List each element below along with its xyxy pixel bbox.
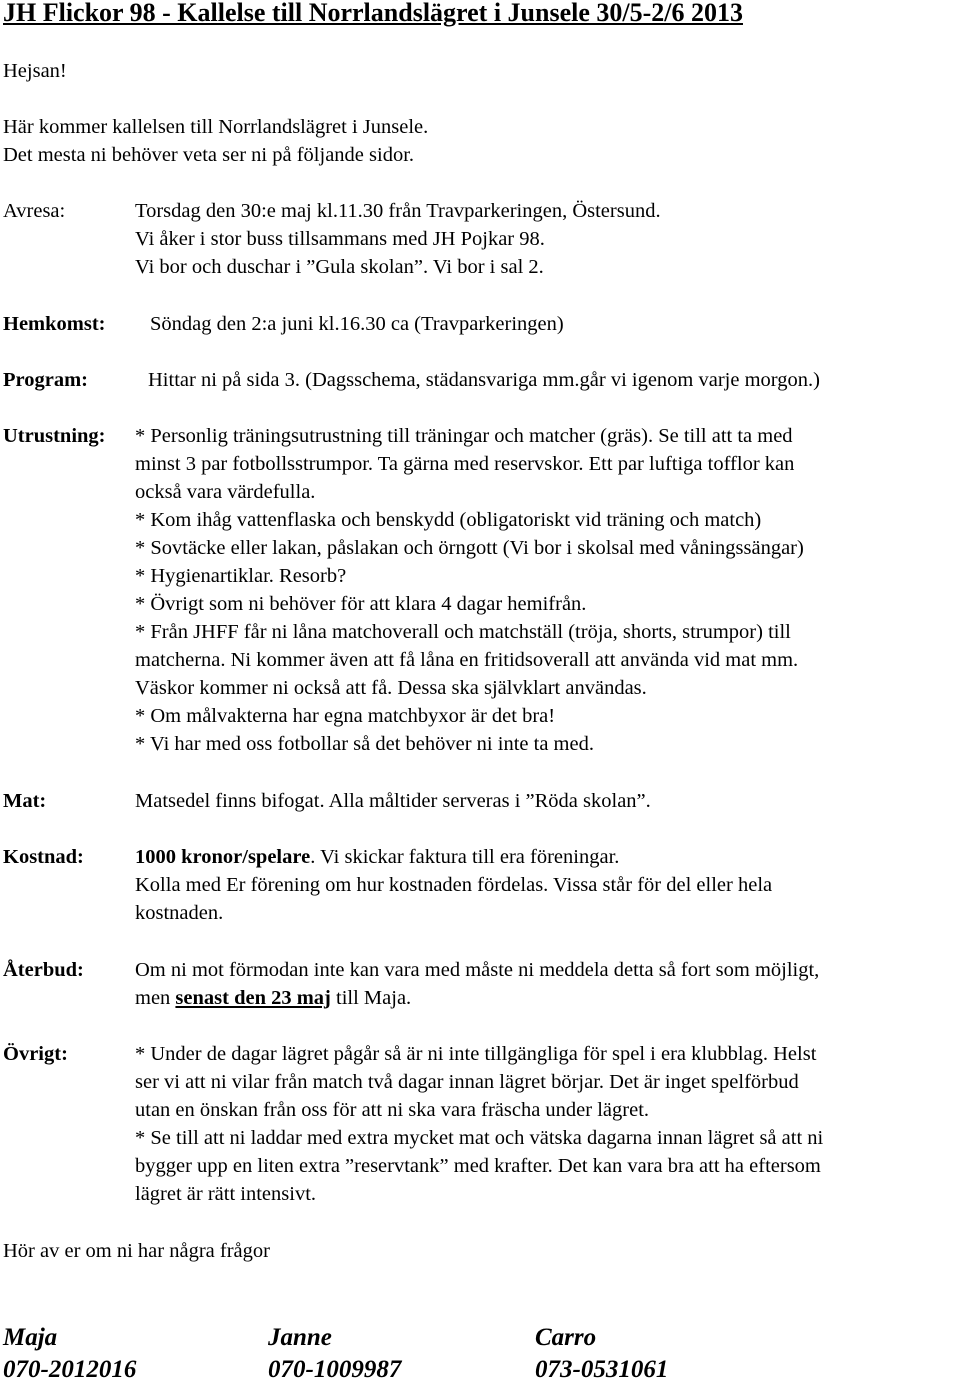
ovrigt-line-6: lägret är rätt intensivt. — [135, 1183, 317, 1205]
ovrigt-line-2: ser vi att ni vilar från match två dagar innan lägret börjar. Det är inget spelförbud — [135, 1071, 799, 1093]
closing-text: Hör av er om ni har några frågor — [3, 1240, 270, 1262]
kostnad-line-1 — [135, 843, 619, 871]
avresa-label: Avresa: — [3, 200, 66, 222]
contact-name-janne: Janne — [268, 1324, 332, 1351]
utrustning-line-9: matcherna. Ni kommer även att få låna en fritidsoverall att använda vid mat mm. — [135, 649, 799, 671]
utrustning-label: Utrustning: — [3, 425, 106, 447]
utrustning-line-7: * Övrigt som ni behöver för att klara 4 dagar hemifrån. — [135, 593, 587, 615]
aterbud-line-2-pre: men — [135, 987, 176, 1009]
utrustning-line-1: * Personlig träningsutrustning till träningar och matcher (gräs). Se till att ta med — [135, 425, 793, 447]
greeting: Hejsan! — [3, 60, 67, 82]
kostnad-amount: 1000 kronor/spelare — [135, 846, 311, 868]
hemkomst-label: Hemkomst: — [3, 313, 106, 335]
aterbud-label: Återbud: — [3, 959, 84, 981]
ovrigt-line-4: * Se till att ni laddar med extra mycket mat och vätska dagarna innan lägret så att ni — [135, 1127, 824, 1149]
program-label: Program: — [3, 369, 89, 391]
utrustning-line-8: * Från JHFF får ni låna matchoverall och matchställ (tröja, shorts, strumpor) till — [135, 621, 791, 643]
hemkomst-text: Söndag den 2:a juni kl.16.30 ca (Travparkeringen) — [150, 313, 564, 335]
kostnad-label: Kostnad: — [3, 846, 84, 868]
aterbud-deadline: senast den 23 maj — [175, 987, 331, 1009]
avresa-line-2: Vi åker i stor buss tillsammans med JH Pojkar 98. — [135, 228, 545, 250]
document-title: JH Flickor 98 - Kallelse till Norrlandslägret i Junsele 30/5-2/6 2013 — [3, 0, 743, 27]
ovrigt-line-1: * Under de dagar lägret pågår så är ni inte tillgängliga för spel i era klubblag. Helst — [135, 1043, 817, 1065]
contact-name-carro: Carro — [535, 1324, 597, 1351]
utrustning-line-2: minst 3 par fotbollsstrumpor. Ta gärna med reservskor. Ett par luftiga tofflor kan — [135, 453, 795, 475]
avresa-line-1: Torsdag den 30:e maj kl.11.30 från Travparkeringen, Östersund. — [135, 200, 661, 222]
kostnad-line-3: kostnaden. — [135, 902, 224, 924]
aterbud-line-2 — [135, 984, 411, 1012]
aterbud-line-2-post: till Maja. — [330, 987, 412, 1009]
kostnad-line-2: Kolla med Er förening om hur kostnaden fördelas. Vissa står för del eller hela — [135, 874, 773, 896]
contact-phone-maja: 070-2012016 — [3, 1356, 137, 1383]
utrustning-line-3: också vara värdefulla. — [135, 481, 316, 503]
contact-phone-janne: 070-1009987 — [268, 1356, 402, 1383]
program-text: Hittar ni på sida 3. (Dagsschema, städansvariga mm.går vi igenom varje morgon.) — [148, 369, 820, 391]
ovrigt-line-5: bygger upp en liten extra ”reservtank” med krafter. Det kan vara bra att ha eftersom — [135, 1155, 821, 1177]
kostnad-line-1-rest: . Vi skickar faktura till era föreningar. — [310, 846, 620, 868]
ovrigt-line-3: utan en önskan från oss för att ni ska vara fräscha under lägret. — [135, 1099, 650, 1121]
contact-name-maja: Maja — [3, 1324, 58, 1351]
utrustning-line-5: * Sovtäcke eller lakan, påslakan och örngott (Vi bor i skolsal med våningssängar) — [135, 537, 804, 559]
utrustning-line-10: Väskor kommer ni också att få. Dessa ska självklart användas. — [135, 677, 647, 699]
utrustning-line-6: * Hygienartiklar. Resorb? — [135, 565, 347, 587]
avresa-line-3: Vi bor och duschar i ”Gula skolan”. Vi bor i sal 2. — [135, 256, 544, 278]
utrustning-line-4: * Kom ihåg vattenflaska och benskydd (obligatoriskt vid träning och match) — [135, 509, 762, 531]
aterbud-line-1: Om ni mot förmodan inte kan vara med måste ni meddela detta så fort som möjligt, — [135, 959, 820, 981]
mat-text: Matsedel finns bifogat. Alla måltider serveras i ”Röda skolan”. — [135, 790, 651, 812]
ovrigt-label: Övrigt: — [3, 1043, 68, 1065]
intro-line-2: Det mesta ni behöver veta ser ni på följande sidor. — [3, 144, 415, 166]
utrustning-line-11: * Om målvakterna har egna matchbyxor är det bra! — [135, 705, 556, 727]
contact-phone-carro: 073-0531061 — [535, 1356, 669, 1383]
intro-line-1: Här kommer kallelsen till Norrlandslägret i Junsele. — [3, 116, 429, 138]
utrustning-line-12: * Vi har med oss fotbollar så det behöver ni inte ta med. — [135, 733, 594, 755]
mat-label: Mat: — [3, 790, 47, 812]
